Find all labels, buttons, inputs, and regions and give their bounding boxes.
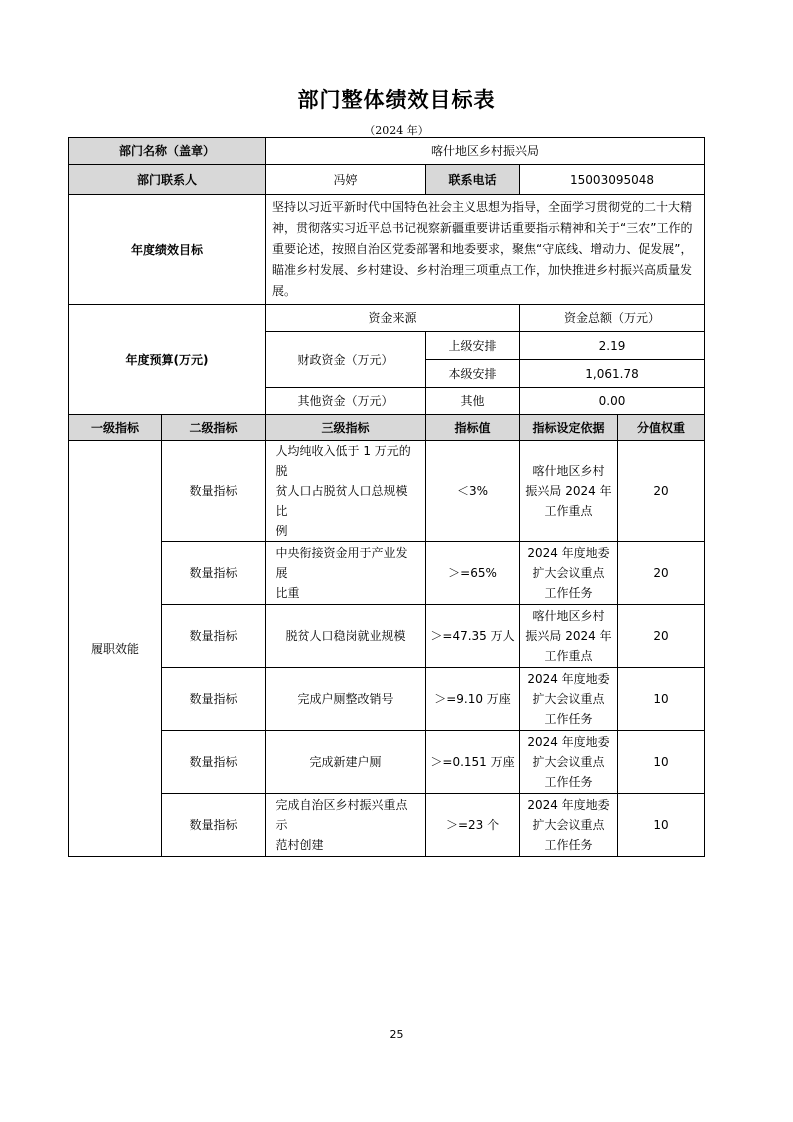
indicator-basis: 2024 年度地委 扩大会议重点 工作任务 (520, 731, 618, 794)
header-weight: 分值权重 (618, 415, 705, 441)
budget-total-header: 资金总额（万元） (520, 305, 705, 332)
phone-label: 联系电话 (426, 165, 520, 195)
level3-indicator: 完成新建户厕 (266, 731, 426, 794)
level2-indicator: 数量指标 (162, 441, 266, 542)
indicator-value: ＜3% (426, 441, 520, 542)
level2-indicator: 数量指标 (162, 542, 266, 605)
level3-indicator: 完成自治区乡村振兴重点示 范村创建 (266, 794, 426, 857)
table-row (69, 731, 705, 794)
table-row (69, 605, 705, 668)
indicator-value: ＞=23 个 (426, 794, 520, 857)
contact-label: 部门联系人 (69, 165, 266, 195)
indicator-value: ＞=65% (426, 542, 520, 605)
dept-name-value: 喀什地区乡村振兴局 (266, 138, 705, 165)
fiscal-funds-label: 财政资金（万元） (266, 332, 426, 388)
indicator-value: ＞=9.10 万座 (426, 668, 520, 731)
table-row (69, 668, 705, 731)
indicator-basis: 喀什地区乡村 振兴局 2024 年 工作重点 (520, 441, 618, 542)
indicator-basis: 喀什地区乡村 振兴局 2024 年 工作重点 (520, 605, 618, 668)
local-arrangement-value: 1,061.78 (520, 360, 705, 388)
level3-indicator: 中央衔接资金用于产业发展 比重 (266, 542, 426, 605)
indicator-value: ＞=47.35 万人 (426, 605, 520, 668)
level1-indicator: 履职效能 (69, 441, 162, 857)
indicator-basis: 2024 年度地委 扩大会议重点 工作任务 (520, 668, 618, 731)
page-subtitle: （2024 年） (364, 124, 429, 137)
indicator-weight: 10 (618, 668, 705, 731)
local-arrangement-label: 本级安排 (426, 360, 520, 388)
upper-arrangement-value: 2.19 (520, 332, 705, 360)
header-value: 指标值 (426, 415, 520, 441)
budget-source-header: 资金来源 (266, 305, 520, 332)
other-sub-label: 其他 (426, 388, 520, 415)
level3-indicator: 完成户厕整改销号 (266, 668, 426, 731)
indicator-weight: 10 (618, 731, 705, 794)
goal-text: 坚持以习近平新时代中国特色社会主义思想为指导，全面学习贯彻党的二十大精神，贯彻落实习近平总书记视察新疆重要讲话重要指示精神和关于“三农”工作的重要论述，按照自治区党委部署和地委要求，聚焦“守底线、增动力、促发展”，瞄准乡村发展、乡村建设、乡村治理三项重点工作，加快推进乡村振兴高质量发展。 (266, 195, 705, 305)
level2-indicator: 数量指标 (162, 605, 266, 668)
level2-indicator: 数量指标 (162, 668, 266, 731)
table-row (69, 794, 705, 857)
level2-indicator: 数量指标 (162, 794, 266, 857)
indicator-weight: 10 (618, 794, 705, 857)
dept-name-label: 部门名称（盖章） (69, 138, 266, 165)
table-row (69, 441, 705, 542)
performance-target-table (68, 137, 705, 857)
indicator-basis: 2024 年度地委 扩大会议重点 工作任务 (520, 542, 618, 605)
budget-label: 年度预算(万元) (69, 305, 266, 415)
level3-indicator: 人均纯收入低于 1 万元的脱 贫人口占脱贫人口总规模比 例 (266, 441, 426, 542)
indicator-weight: 20 (618, 605, 705, 668)
table-row (69, 542, 705, 605)
goal-label: 年度绩效目标 (69, 195, 266, 305)
indicator-weight: 20 (618, 542, 705, 605)
other-funds-label: 其他资金（万元） (266, 388, 426, 415)
page-title: 部门整体绩效目标表 (297, 88, 496, 112)
other-funds-value: 0.00 (520, 388, 705, 415)
header-level3: 三级指标 (266, 415, 426, 441)
header-level1: 一级指标 (69, 415, 162, 441)
contact-value: 冯婷 (266, 165, 426, 195)
level2-indicator: 数量指标 (162, 731, 266, 794)
upper-arrangement-label: 上级安排 (426, 332, 520, 360)
indicator-value: ＞=0.151 万座 (426, 731, 520, 794)
phone-value: 15003095048 (520, 165, 705, 195)
header-level2: 二级指标 (162, 415, 266, 441)
indicator-basis: 2024 年度地委 扩大会议重点 工作任务 (520, 794, 618, 857)
page-number: 25 (389, 1028, 404, 1041)
header-basis: 指标设定依据 (520, 415, 618, 441)
level3-indicator: 脱贫人口稳岗就业规模 (266, 605, 426, 668)
indicator-weight: 20 (618, 441, 705, 542)
